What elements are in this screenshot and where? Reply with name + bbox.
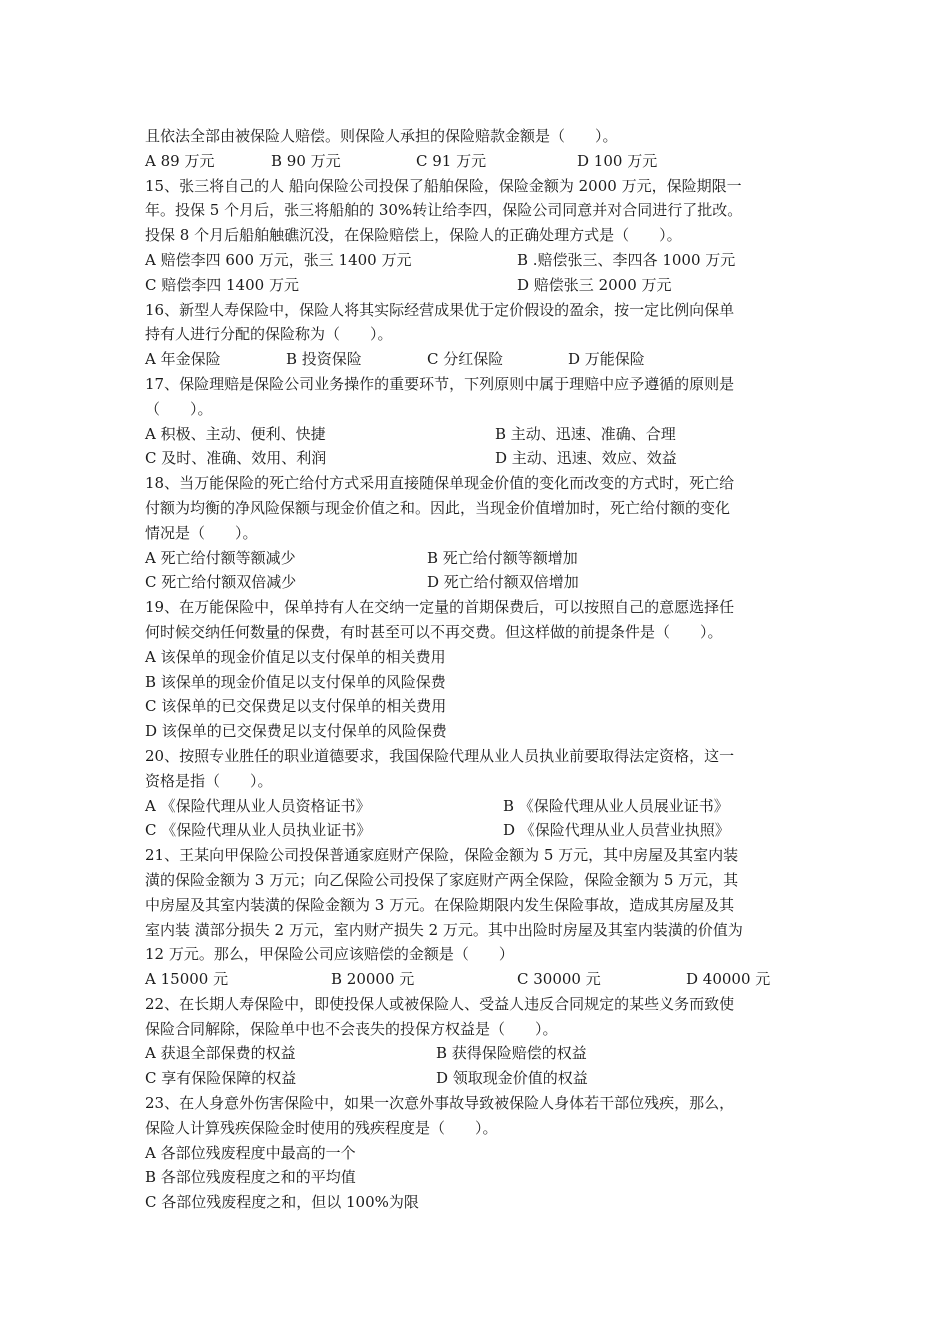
document-line [145,893,809,918]
text-line: 18、当万能保险的死亡给付方式采用直接随保单现金价值的变化而改变的方式时，死亡给 [145,474,735,493]
text-line: 室内装 潢部分损失 2 万元，室内财产损失 2 万元。其中出险时房屋及其室内装潢的价值为 [145,920,743,939]
answer-option: D 万能保险 [568,350,645,369]
answer-option: A 89 万元 [145,151,215,170]
document-line [145,521,809,546]
document-line [145,694,809,719]
document-body [145,124,809,1215]
answer-options-row [145,248,809,273]
document-line [145,174,809,199]
answer-option: A 赔偿李四 600 万元，张三 1400 万元 [145,250,412,269]
answer-option: B .赔偿张三、李四各 1000 万元 [517,250,736,269]
text-line: C 各部位残废程度之和，但以 100%为限 [145,1193,419,1212]
answer-option: B 《保险代理从业人员展业证书》 [503,796,729,815]
text-line: A 各部位残废程度中最高的一个 [145,1143,356,1162]
document-line [145,769,809,794]
answer-options-row [145,546,809,571]
answer-option: D 100 万元 [577,151,658,170]
answer-option: C 30000 元 [517,970,601,989]
document-line [145,223,809,248]
answer-option: C 死亡给付额双倍减少 [145,573,297,592]
text-line: 资格是指（ ）。 [145,771,273,790]
answer-options-row [145,149,809,174]
text-line: 17、保险理赔是保险公司业务操作的重要环节，下列原则中属于理赔中应予遵循的原则是 [145,374,735,393]
document-line [145,620,809,645]
document-line [145,744,809,769]
document-line [145,298,809,323]
document-line [145,1141,809,1166]
answer-option: A 积极、主动、便利、快捷 [145,424,326,443]
document-line [145,124,809,149]
document-line [145,645,809,670]
answer-option: A 获退全部保费的权益 [145,1044,296,1063]
document-line [145,1017,809,1042]
answer-options-row [145,967,809,992]
answer-option: C 享有保险保障的权益 [145,1069,297,1088]
answer-options-row [145,347,809,372]
text-line: A 该保单的现金价值足以支付保单的相关费用 [145,647,446,666]
answer-option: B 死亡给付额等额增加 [427,548,578,567]
answer-option: B 投资保险 [286,350,362,369]
text-line: 16、新型人寿保险中，保险人将其实际经营成果优于定价假设的盈余，按一定比例向保单 [145,300,735,319]
document-line [145,397,809,422]
text-line: 12 万元。那么，甲保险公司应该赔偿的金额是（ ） [145,945,514,964]
answer-options-row [145,422,809,447]
answer-options-row [145,570,809,595]
answer-option: B 获得保险赔偿的权益 [436,1044,587,1063]
answer-options-row [145,273,809,298]
text-line: 22、在长期人寿保险中，即使投保人或被保险人、受益人违反合同规定的某些义务而致使 [145,994,735,1013]
document-line [145,843,809,868]
text-line: D 该保单的已交保费足以支付保单的风险保费 [145,722,447,741]
document-line [145,942,809,967]
text-line: 年。投保 5 个月后，张三将船舶的 30%转让给李四，保险公司同意并对合同进行了批改。 [145,201,743,220]
document-line [145,992,809,1017]
answer-option: C 《保险代理从业人员执业证书》 [145,821,372,840]
text-line: 且依法全部由被保险人赔偿。则保险人承担的保险赔款金额是（ ）。 [145,127,618,145]
document-line [145,595,809,620]
document-line [145,1190,809,1215]
answer-option: D 主动、迅速、效应、效益 [495,449,677,468]
document-line [145,1091,809,1116]
answer-option: C 及时、准确、效用、利润 [145,449,327,468]
answer-option: D 领取现金价值的权益 [436,1069,588,1088]
answer-option: A 年金保险 [145,350,221,369]
document-line [145,918,809,943]
text-line: 保险人计算残疾保险金时使用的残疾程度是（ ）。 [145,1118,498,1137]
answer-option: D 赔偿张三 2000 万元 [517,275,672,294]
text-line: 20、按照专业胜任的职业道德要求，我国保险代理从业人员执业前要取得法定资格，这一 [145,746,735,765]
answer-options-row [145,818,809,843]
document-line [145,1116,809,1141]
answer-option: A 15000 元 [145,970,229,989]
answer-option: B 90 万元 [271,151,341,170]
text-line: 23、在人身意外伤害保险中，如果一次意外事故导致被保险人身体若干部位残疾，那么， [145,1094,735,1113]
text-line: B 各部位残废程度之和的平均值 [145,1168,356,1187]
text-line: 情况是（ ）。 [145,523,258,542]
text-line: 投保 8 个月后船舶触礁沉没，在保险赔偿上，保险人的正确处理方式是（ ）。 [145,226,682,245]
answer-options-row [145,794,809,819]
document-line [145,372,809,397]
document-line [145,868,809,893]
answer-option: A 《保险代理从业人员资格证书》 [145,796,371,815]
document-line [145,670,809,695]
answer-option: B 主动、迅速、准确、合理 [495,424,676,443]
text-line: 21、王某向甲保险公司投保普通家庭财产保险，保险金额为 5 万元，其中房屋及其室内装 [145,846,739,865]
answer-option: C 赔偿李四 1400 万元 [145,275,299,294]
answer-option: C 分红保险 [427,350,504,369]
text-line: （ ）。 [145,399,213,418]
document-line [145,322,809,347]
answer-options-row [145,1041,809,1066]
text-line: C 该保单的已交保费足以支付保单的相关费用 [145,697,447,716]
text-line: 15、张三将自己的人 船向保险公司投保了船舶保险，保险金额为 2000 万元，保险期限一 [145,176,742,195]
text-line: 持有人进行分配的保险称为（ ）。 [145,325,393,344]
document-line [145,1165,809,1190]
text-line: 保险合同解除，保险单中也不会丧失的投保方权益是（ ）。 [145,1019,558,1038]
text-line: 何时候交纳任何数量的保费，有时甚至可以不再交费。但这样做的前提条件是（ ）。 [145,622,723,641]
text-line: 付额为均衡的净风险保额与现金价值之和。因此，当现金价值增加时，死亡给付额的变化 [145,498,731,517]
document-line [145,198,809,223]
answer-option: C 91 万元 [416,151,487,170]
document-line [145,719,809,744]
answer-options-row [145,1066,809,1091]
text-line: 中房屋及其室内装潢的保险金额为 3 万元。在保险期限内发生保险事故，造成其房屋及其 [145,895,735,914]
text-line: B 该保单的现金价值足以支付保单的风险保费 [145,672,446,691]
text-line: 19、在万能保险中，保单持有人在交纳一定量的首期保费后，可以按照自己的意愿选择任 [145,598,735,617]
document-line [145,496,809,521]
answer-options-row [145,446,809,471]
answer-option: B 20000 元 [331,970,415,989]
answer-option: D 死亡给付额双倍增加 [427,573,579,592]
document-line [145,471,809,496]
text-line: 潢的保险金额为 3 万元；向乙保险公司投保了家庭财产两全保险，保险金额为 5 万元，其 [145,870,739,889]
answer-option: A 死亡给付额等额减少 [145,548,296,567]
answer-option: D 《保险代理从业人员营业执照》 [503,821,730,840]
answer-option: D 40000 元 [686,970,771,989]
